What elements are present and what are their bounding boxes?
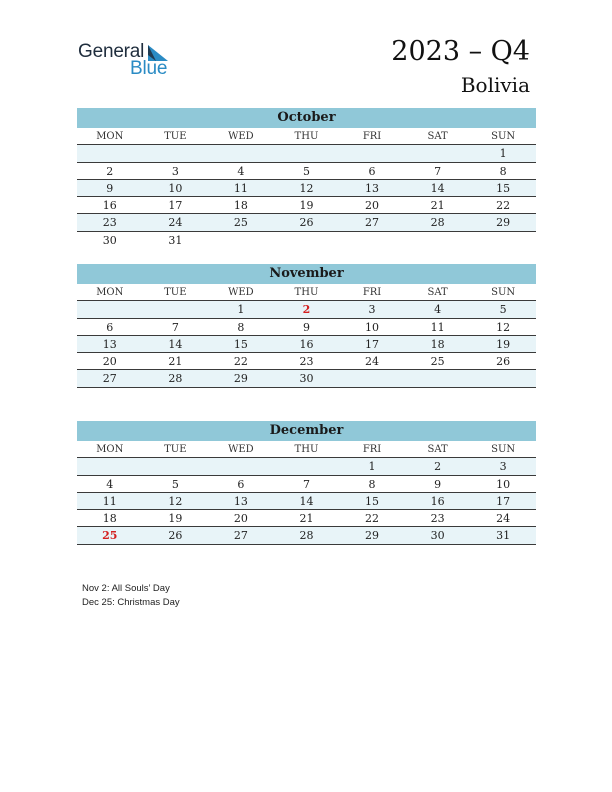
weekday-label: WED	[228, 287, 254, 298]
day-cell: 9	[302, 320, 310, 334]
day-cell	[405, 145, 471, 161]
weekday-label: SAT	[427, 287, 448, 298]
day-cell: 15	[233, 337, 248, 351]
day-cell	[77, 301, 143, 317]
day-cell: 12	[168, 494, 183, 508]
day-cell: 23	[430, 512, 445, 526]
week-row	[77, 493, 536, 510]
day-cell	[274, 458, 340, 474]
day-cell	[208, 458, 274, 474]
day-cell: 26	[168, 529, 183, 543]
weekday-label: TUE	[164, 131, 187, 142]
week-row	[77, 336, 536, 353]
weekday-label: TUE	[164, 444, 187, 455]
day-cell	[339, 232, 405, 249]
page-title: 2023 – Q4	[391, 36, 530, 67]
day-cell: 3	[499, 460, 507, 474]
day-cell: 21	[299, 512, 314, 526]
day-cell: 23	[102, 216, 117, 230]
day-cell: 6	[106, 320, 114, 334]
day-cell: 14	[430, 181, 445, 195]
weekday-label: FRI	[362, 287, 382, 298]
weekday-header-row	[77, 441, 536, 458]
day-cell	[405, 232, 471, 249]
day-cell: 13	[365, 181, 380, 195]
day-cell	[470, 232, 536, 249]
day-cell: 6	[237, 477, 245, 491]
month-november	[77, 264, 536, 388]
week-row	[77, 180, 536, 197]
day-cell: 8	[368, 477, 376, 491]
week-row	[77, 163, 536, 180]
day-cell: 16	[430, 494, 445, 508]
month-title: October	[77, 108, 536, 128]
day-cell: 21	[430, 199, 445, 213]
day-cell: 20	[365, 199, 380, 213]
day-cell: 10	[496, 477, 511, 491]
weekday-label: SUN	[491, 131, 516, 142]
day-cell: 11	[233, 181, 248, 195]
month-title: December	[77, 421, 536, 441]
month-december	[77, 421, 536, 545]
day-cell: 7	[171, 320, 179, 334]
week-row	[77, 527, 536, 544]
day-cell: 13	[102, 337, 117, 351]
logo-word-general: General	[78, 41, 145, 62]
day-cell: 2	[106, 164, 114, 178]
day-cell: 13	[233, 494, 248, 508]
country-name: Bolivia	[460, 73, 530, 97]
day-cell: 3	[171, 164, 179, 178]
day-cell: 29	[496, 216, 511, 230]
day-cell: 22	[233, 355, 248, 369]
day-cell	[143, 145, 209, 161]
weekday-header-row	[77, 284, 536, 301]
weekday-label: TUE	[164, 287, 187, 298]
day-cell	[339, 145, 405, 161]
day-cell: 22	[496, 199, 511, 213]
day-cell: 10	[168, 181, 183, 195]
weekday-label: THU	[294, 287, 319, 298]
weekday-label: FRI	[362, 131, 382, 142]
day-cell: 23	[299, 355, 314, 369]
day-cell: 28	[430, 216, 445, 230]
day-cell: 15	[496, 181, 511, 195]
day-cell: 14	[168, 337, 183, 351]
day-cell: 27	[365, 216, 380, 230]
day-cell: 4	[237, 164, 245, 178]
day-cell: 15	[365, 494, 380, 508]
week-row	[77, 214, 536, 231]
weekday-label: MON	[96, 444, 124, 455]
day-cell: 2	[434, 460, 442, 474]
week-row	[77, 476, 536, 493]
day-cell: 17	[168, 199, 183, 213]
day-cell	[208, 232, 274, 249]
holiday-note: Nov 2: All Souls’ Day	[82, 583, 170, 594]
day-cell: 29	[365, 529, 380, 543]
day-cell	[143, 458, 209, 474]
day-cell: 10	[365, 320, 380, 334]
day-cell: 4	[434, 303, 442, 317]
week-row	[77, 510, 536, 527]
holiday-note: Dec 25: Christmas Day	[82, 597, 180, 608]
day-cell: 26	[496, 355, 511, 369]
weekday-label: SAT	[427, 444, 448, 455]
holiday-day-cell: 25	[102, 529, 118, 543]
day-cell: 14	[299, 494, 314, 508]
day-cell: 26	[299, 216, 314, 230]
day-cell: 30	[299, 372, 314, 386]
day-cell: 20	[102, 355, 117, 369]
weekday-header-row	[77, 128, 536, 145]
week-row	[77, 145, 536, 162]
weekday-label: SUN	[491, 287, 516, 298]
day-cell: 12	[496, 320, 511, 334]
day-cell: 19	[299, 199, 314, 213]
day-cell: 18	[430, 337, 445, 351]
day-cell: 28	[299, 529, 314, 543]
month-title: November	[77, 264, 536, 284]
day-cell	[274, 145, 340, 161]
day-cell: 28	[168, 372, 183, 386]
day-cell: 16	[299, 337, 314, 351]
day-cell: 20	[233, 512, 248, 526]
weekday-label: MON	[96, 287, 124, 298]
day-cell: 5	[171, 477, 179, 491]
day-cell: 29	[233, 372, 248, 386]
day-cell: 24	[496, 512, 511, 526]
day-cell: 18	[102, 512, 117, 526]
day-cell	[470, 370, 536, 386]
day-cell: 25	[430, 355, 445, 369]
day-cell: 9	[106, 181, 114, 195]
day-cell: 30	[430, 529, 445, 543]
day-cell: 7	[302, 477, 310, 491]
weekday-label: THU	[294, 131, 319, 142]
day-cell: 24	[365, 355, 380, 369]
month-october	[77, 108, 536, 249]
day-cell: 27	[102, 372, 117, 386]
holiday-notes	[82, 582, 180, 610]
day-cell: 11	[102, 494, 117, 508]
day-cell: 16	[102, 199, 117, 213]
day-cell: 1	[368, 460, 376, 474]
day-cell: 17	[496, 494, 511, 508]
day-cell: 22	[365, 512, 380, 526]
day-cell: 21	[168, 355, 183, 369]
day-cell: 18	[233, 199, 248, 213]
weekday-label: MON	[96, 131, 124, 142]
day-cell: 7	[434, 164, 442, 178]
day-cell	[339, 370, 405, 386]
day-cell: 11	[430, 320, 445, 334]
day-cell: 8	[237, 320, 245, 334]
day-cell: 8	[499, 164, 507, 178]
day-cell: 31	[168, 233, 183, 247]
day-cell: 27	[233, 529, 248, 543]
weekday-label: THU	[294, 444, 319, 455]
day-cell	[77, 458, 143, 474]
week-row	[77, 232, 536, 249]
day-cell	[143, 301, 209, 317]
day-cell	[77, 145, 143, 161]
holiday-day-cell: 2	[302, 303, 311, 317]
day-cell: 3	[368, 303, 376, 317]
week-row	[77, 197, 536, 214]
week-row	[77, 301, 536, 318]
brand-logo	[78, 41, 178, 81]
week-row	[77, 319, 536, 336]
week-row	[77, 370, 536, 387]
day-cell: 4	[106, 477, 114, 491]
weekday-label: SAT	[427, 131, 448, 142]
day-cell	[274, 232, 340, 249]
weekday-label: SUN	[491, 444, 516, 455]
day-cell: 31	[496, 529, 511, 543]
weekday-label: FRI	[362, 444, 382, 455]
day-cell	[208, 145, 274, 161]
day-cell: 24	[168, 216, 183, 230]
day-cell: 1	[237, 303, 245, 317]
logo-word-blue: Blue	[130, 58, 168, 79]
day-cell: 19	[496, 337, 511, 351]
day-cell: 19	[168, 512, 183, 526]
day-cell	[405, 370, 471, 386]
day-cell: 12	[299, 181, 314, 195]
day-cell: 17	[365, 337, 380, 351]
day-cell: 1	[499, 147, 507, 161]
day-cell: 25	[233, 216, 248, 230]
day-cell: 5	[499, 303, 507, 317]
day-cell: 6	[368, 164, 376, 178]
week-row	[77, 458, 536, 475]
day-cell: 30	[102, 233, 117, 247]
weekday-label: WED	[228, 444, 254, 455]
day-cell: 5	[302, 164, 310, 178]
day-cell: 9	[434, 477, 442, 491]
weekday-label: WED	[228, 131, 254, 142]
week-row	[77, 353, 536, 370]
